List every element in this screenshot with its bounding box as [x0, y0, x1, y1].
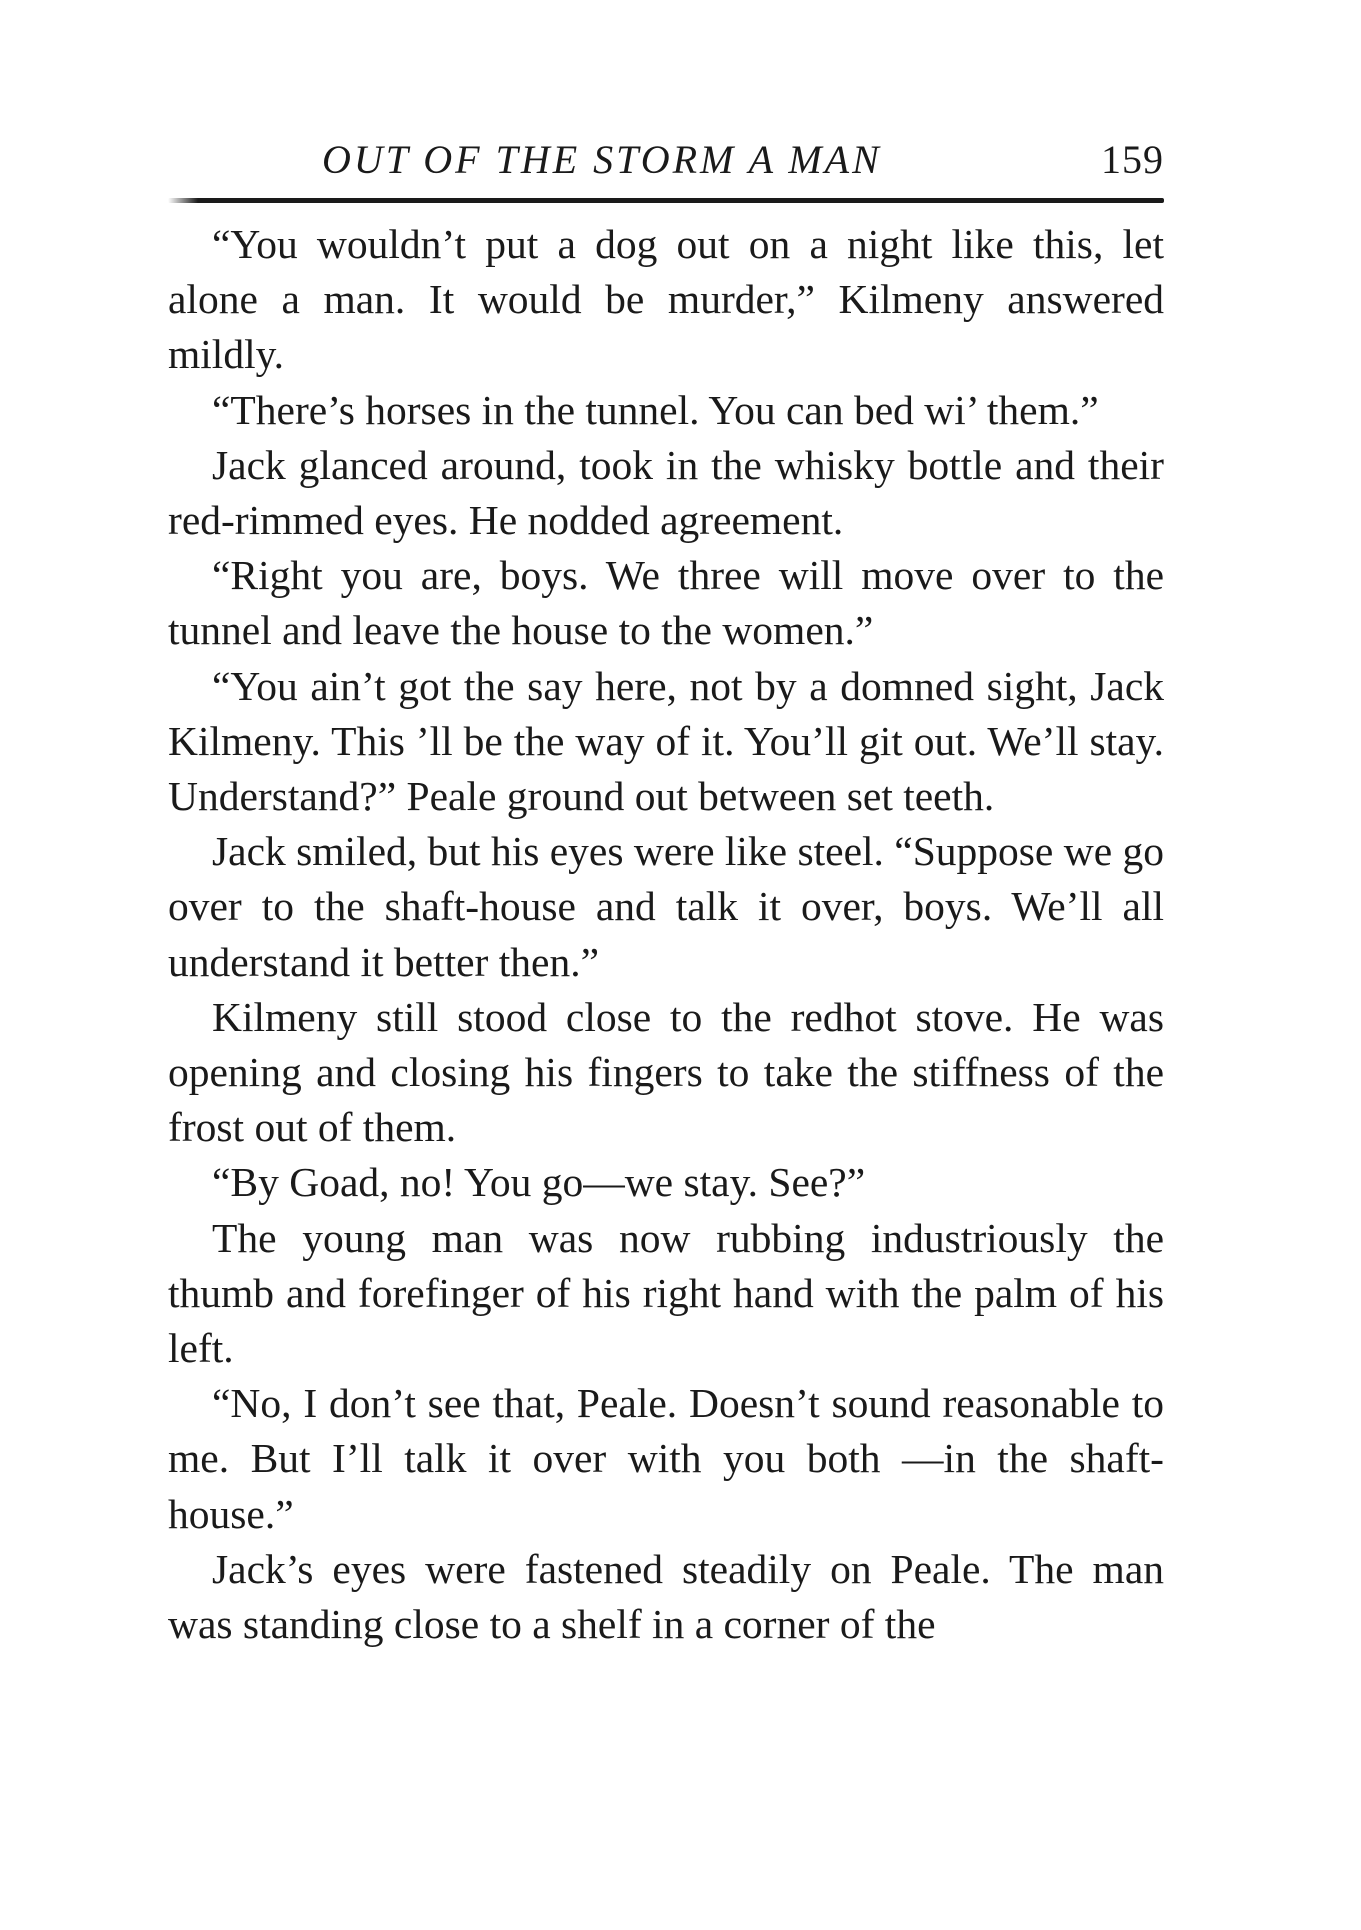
paragraph: Kilmeny still stood close to the redhot stove. He was opening and closing his fingers to take the stiffness of the frost out of them. [168, 993, 1164, 1151]
paragraph: “Right you are, boys. We three will move over to the tunnel and leave the house to the women.” [168, 552, 1164, 654]
header-rule [168, 198, 1164, 203]
paragraph: “You ain’t got the say here, not by a domned sight, Jack Kilmeny. This ’ll be the way of it. You’ll git out. We’ll stay. Understand?” Peale ground out between set teeth. [168, 662, 1164, 820]
paragraph: The young man was now rubbing industriously the thumb and forefinger of his right hand with the palm of his left. [168, 1214, 1164, 1372]
paragraph: “No, I don’t see that, Peale. Doesn’t sound reasonable to me. But I’ll talk it over with you both —in the shaft-house.” [168, 1380, 1164, 1537]
running-title: OUT OF THE STORM A MAN [322, 137, 882, 182]
body-text [168, 217, 1164, 1652]
paragraph: Jack smiled, but his eyes were like steel. “Suppose we go over to the shaft-house and talk it over, boys. We’ll all understand it better then.” [168, 828, 1164, 985]
paragraph: Jack’s eyes were fastened steadily on Peale. The man was standing close to a shelf in a corner of the [168, 1545, 1164, 1648]
paragraph: “There’s horses in the tunnel. You can bed wi’ them.” [212, 386, 1099, 433]
book-page [168, 130, 1164, 1652]
page-number: 159 [1101, 137, 1164, 182]
running-head [168, 130, 1164, 192]
paragraph: Jack glanced around, took in the whisky bottle and their red-rimmed eyes. He nodded agreement. [168, 441, 1164, 544]
paragraph: “You wouldn’t put a dog out on a night like this, let alone a man. It would be murder,” Kilmeny answered mildly. [168, 221, 1164, 378]
paragraph: “By Goad, no! You go—we stay. See?” [212, 1159, 866, 1206]
